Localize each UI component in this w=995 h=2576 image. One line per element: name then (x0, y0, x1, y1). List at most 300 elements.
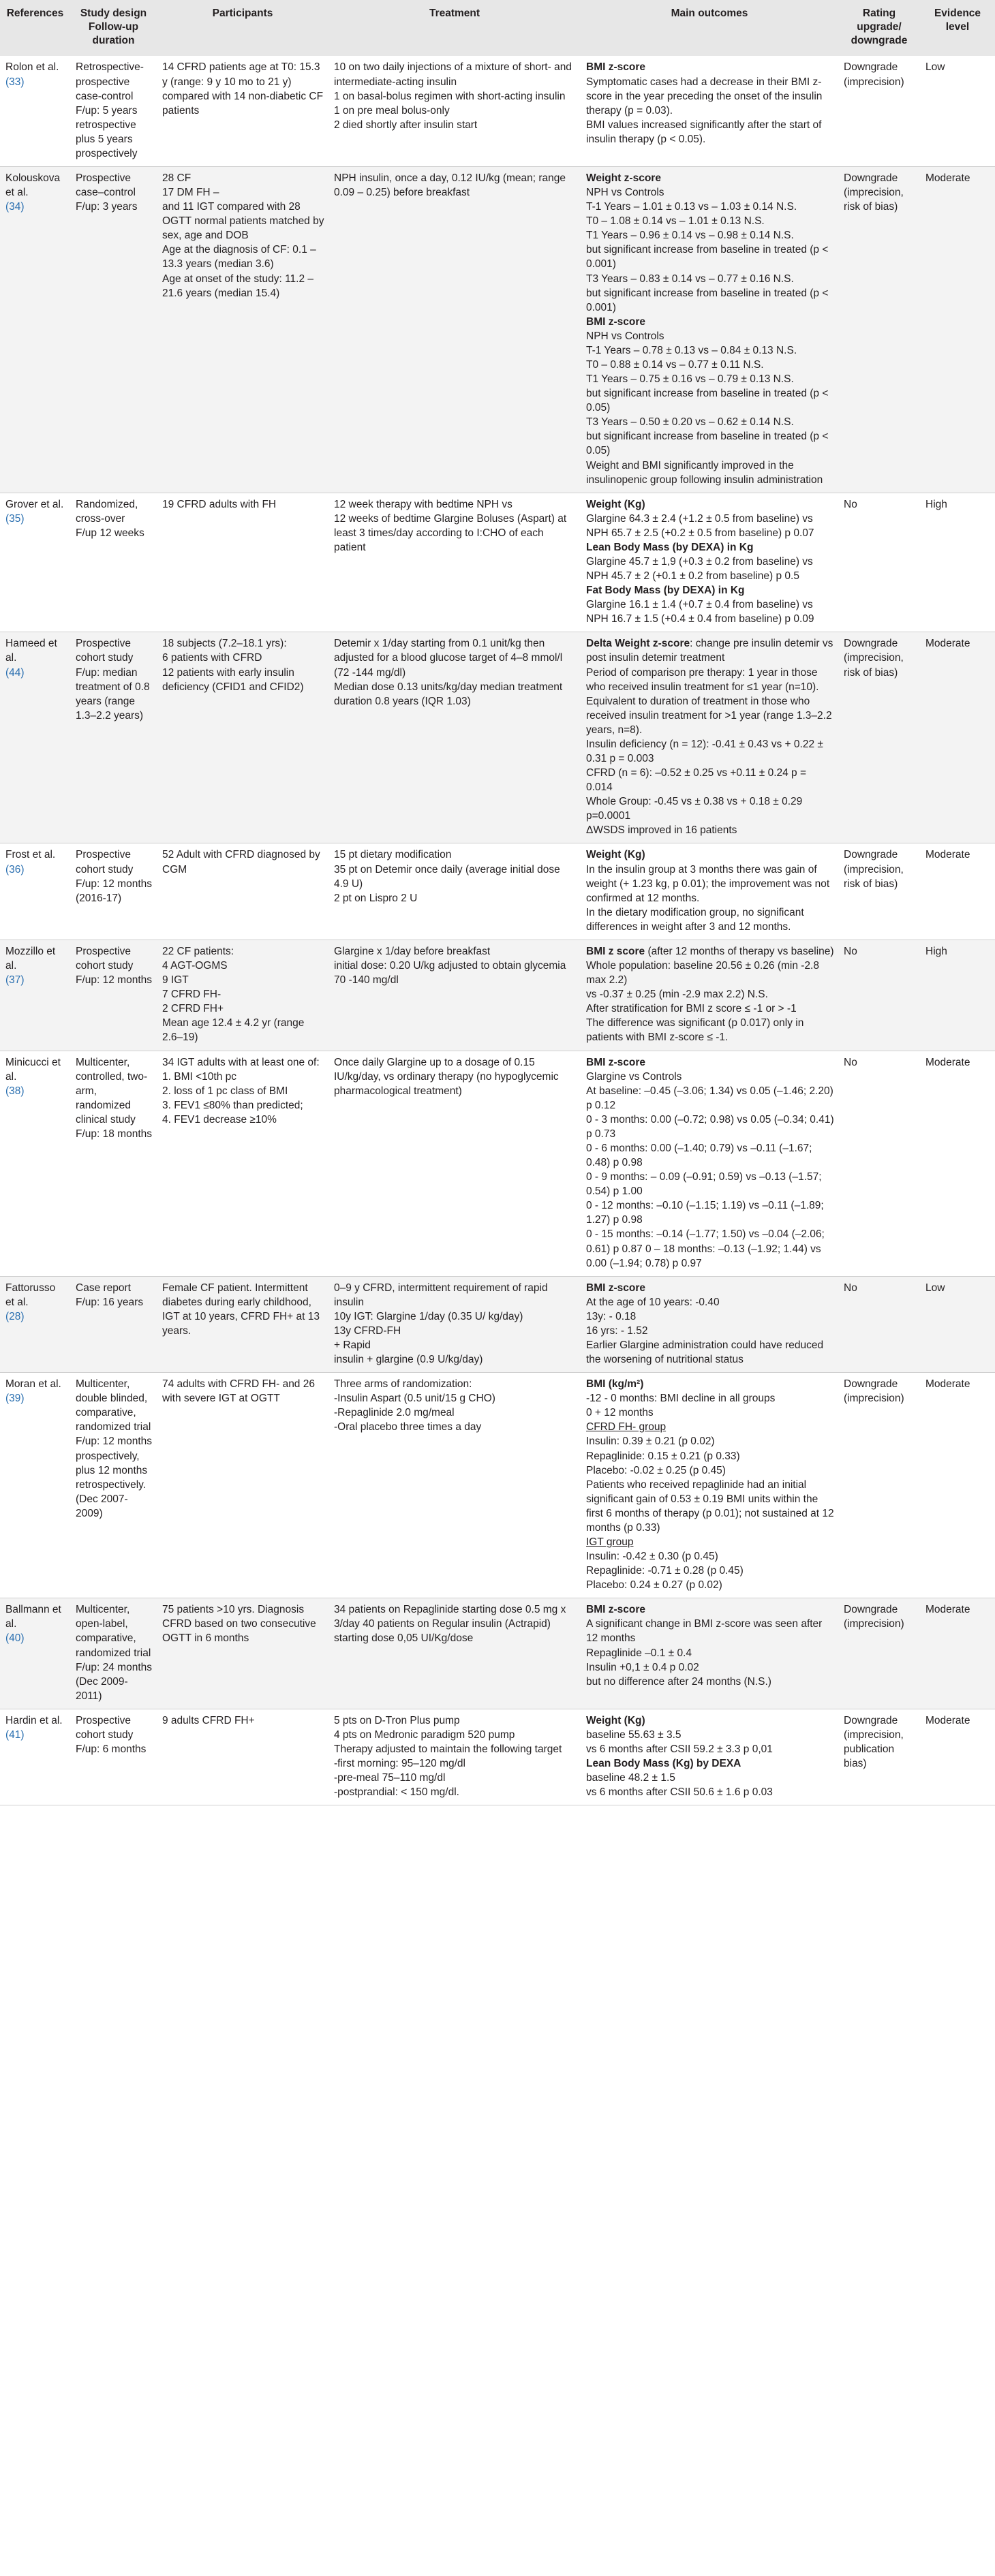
cell-treatment (328, 1276, 581, 1372)
participants-line: 17 DM FH – (162, 187, 219, 199)
outcome-heading (586, 1055, 834, 1070)
participants-line: 34 IGT adults with at least one of: (162, 1056, 320, 1068)
outcome-text: T0 – 0.88 ± 0.14 vs – 0.77 ± 0.11 N.S. (586, 358, 764, 371)
outcome-line (586, 386, 834, 415)
outcome-text: T1 Years – 0.96 ± 0.14 vs – 0.98 ± 0.14 N.S. (586, 230, 794, 242)
outcome-line (586, 272, 834, 286)
treatment-line: 12 weeks of bedtime Glargine Boluses (Aspart) at least 3 times/day according to I:CHO of each patient (334, 512, 567, 553)
outcome-line (586, 1002, 834, 1016)
cell-evidence-level: Moderate (920, 1373, 995, 1598)
reference-author: Frost et al. (5, 849, 56, 861)
cell-treatment (328, 493, 581, 632)
outcome-line (586, 1449, 834, 1463)
cell-main-outcomes (581, 843, 838, 940)
outcome-line (586, 1406, 834, 1420)
outcome-line (586, 118, 834, 146)
outcome-text: 0 - 3 months: 0.00 (–0.72; 0.98) vs 0.05 (–0.34; 0.41) p 0.73 (586, 1113, 834, 1140)
outcome-line (586, 1564, 834, 1578)
outcome-heading (586, 1281, 834, 1295)
outcome-line (586, 666, 834, 694)
header-references: References (0, 0, 70, 56)
study-design-line: F/up: 6 months (76, 1743, 147, 1756)
outcome-text-continuation: : change pre insulin detemir vs post insulin detemir treatment (586, 638, 833, 664)
participants-line: 4. FEV1 decrease ≥10% (162, 1113, 277, 1126)
reference-author: Ballmann et al. (5, 1604, 61, 1630)
outcome-text: 16 yrs: - 1.52 (586, 1324, 648, 1337)
reference-author: Fattorusso et al. (5, 1282, 56, 1308)
outcome-text: BMI z score (586, 945, 645, 957)
study-design-line: Prospective case–control (76, 172, 136, 199)
table-row (0, 1709, 995, 1805)
outcome-text: but no difference after 24 months (N.S.) (586, 1675, 771, 1688)
cell-main-outcomes (581, 1276, 838, 1372)
outcome-text: Placebo: 0.24 ± 0.27 (p 0.02) (586, 1579, 722, 1592)
outcome-text: Patients who received repaglinide had an initial significant gain of 0.53 ± 0.19 BMI units within the first 6 months of therapy (p 0.01); not sustained at 12 months (p 0.33) (586, 1478, 834, 1534)
cell-reference (0, 166, 70, 493)
table-body (0, 56, 995, 1805)
study-design-line: Case report (76, 1282, 131, 1294)
cell-evidence-level: High (920, 940, 995, 1051)
cell-main-outcomes (581, 1373, 838, 1598)
cell-treatment (328, 1598, 581, 1709)
outcome-line (586, 243, 834, 271)
participants-line: and 11 IGT compared with 28 OGTT normal patients matched by sex, age and DOB (162, 201, 324, 242)
outcome-line (586, 905, 834, 934)
cell-study-design (70, 632, 157, 843)
cell-evidence-level: Low (920, 56, 995, 166)
outcome-text: IGT group (586, 1536, 634, 1548)
outcome-text: T1 Years – 0.75 ± 0.16 vs – 0.79 ± 0.13 N.S. (586, 373, 794, 386)
treatment-line: Three arms of randomization: (334, 1378, 472, 1391)
cell-reference (0, 940, 70, 1051)
cell-study-design (70, 1598, 157, 1709)
cell-rating: Downgrade (imprecision) (838, 56, 920, 166)
cell-treatment (328, 1709, 581, 1805)
cell-participants (157, 493, 328, 632)
cell-participants (157, 1051, 328, 1276)
outcome-heading (586, 583, 834, 598)
outcome-text: Weight (Kg) (586, 849, 645, 861)
outcome-heading (586, 540, 834, 555)
outcome-text: Repaglinide: -0.71 ± 0.28 (p 0.45) (586, 1565, 744, 1577)
outcome-text: Repaglinide: 0.15 ± 0.21 (p 0.33) (586, 1450, 740, 1462)
cell-main-outcomes (581, 166, 838, 493)
outcome-text: T-1 Years – 0.78 ± 0.13 vs – 0.84 ± 0.13 N.S. (586, 344, 797, 356)
outcome-text: A significant change in BMI z-score was seen after 12 months (586, 1618, 823, 1645)
reference-citation-link[interactable]: (40) (5, 1632, 25, 1645)
outcome-line (586, 555, 834, 583)
cell-evidence-level: Moderate (920, 1598, 995, 1709)
outcome-text: but significant increase from baseline in treated (p < 0.05) (586, 388, 829, 414)
outcome-text: BMI z-score (586, 315, 645, 328)
study-design-line: F/up: 12 months (2016-17) (76, 878, 153, 904)
outcome-line (586, 987, 834, 1002)
cell-main-outcomes (581, 632, 838, 843)
outcome-heading (586, 944, 834, 959)
outcome-heading (586, 60, 834, 74)
table-row (0, 1276, 995, 1372)
outcome-line (586, 1463, 834, 1478)
outcome-line (586, 1084, 834, 1113)
outcome-text: Weight (Kg) (586, 1714, 645, 1726)
cell-treatment (328, 1373, 581, 1598)
table-row (0, 1051, 995, 1276)
outcome-line (586, 1675, 834, 1689)
reference-citation-link[interactable]: (37) (5, 974, 25, 987)
outcome-text: 0 - 9 months: – 0.09 (–0.91; 0.59) vs –0.13 (–1.57; 0.54) p 1.00 (586, 1171, 822, 1198)
cell-participants (157, 940, 328, 1051)
cell-evidence-level: Moderate (920, 1051, 995, 1276)
cell-evidence-level: Moderate (920, 843, 995, 940)
treatment-line: + Rapid (334, 1339, 371, 1351)
reference-author: Hardin et al. (5, 1714, 63, 1726)
cell-main-outcomes (581, 493, 838, 632)
participants-line: 2. loss of 1 pc class of BMI (162, 1085, 288, 1097)
participants-line: 3. FEV1 ≤80% than predicted; (162, 1099, 303, 1111)
cell-reference (0, 493, 70, 632)
participants-line: Age at onset of the study: 11.2 – 21.6 years (median 15.4) (162, 273, 314, 299)
outcome-text: Glargine 16.1 ± 1.4 (+0.7 ± 0.4 from baseline) vs NPH 16.7 ± 1.5 (+0.4 ± 0.4 from baseline) p 0.09 (586, 599, 814, 625)
study-design-line: Prospective cohort study (76, 945, 134, 972)
treatment-line: 0–9 y CFRD, intermittent requirement of rapid insulin (334, 1282, 548, 1308)
header-evidence-level: Evidence level (920, 0, 995, 56)
treatment-line: 4 pts on Medronic paradigm 520 pump (334, 1728, 515, 1741)
cell-reference (0, 1276, 70, 1372)
treatment-line: 34 patients on Repaglinide starting dose 0.5 mg x 3/day 40 patients on Regular insulin (Actrapid) starting dose 0,05 UI/Kg/dose (334, 1604, 566, 1645)
cell-participants (157, 166, 328, 493)
participants-line: 14 CFRD patients age at T0: 15.3 y (range: 9 y 10 mo to 21 y) compared with 14 non-diabetic CF patients (162, 61, 324, 117)
reference-citation-link[interactable]: (39) (5, 1393, 25, 1405)
outcome-text: BMI z-score (586, 1604, 645, 1616)
outcome-line (586, 1646, 834, 1660)
outcome-text: BMI z-score (586, 1056, 645, 1068)
outcome-line (586, 794, 834, 823)
outcome-line (586, 415, 834, 429)
reference-citation-link[interactable]: (33) (5, 76, 25, 88)
outcome-text: Period of comparison pre therapy: 1 year in those who received insulin treatment for ≤1 year (n=10). (586, 666, 819, 693)
treatment-line: 1 on basal-bolus regimen with short-acting insulin (334, 90, 566, 102)
outcome-text: T3 Years – 0.83 ± 0.14 vs – 0.77 ± 0.16 N.S. (586, 273, 794, 285)
outcome-heading (586, 315, 834, 329)
outcome-text: Glargine vs Controls (586, 1070, 682, 1083)
reference-author: Grover et al. (5, 498, 64, 510)
table-row (0, 1598, 995, 1709)
treatment-line: NPH insulin, once a day, 0.12 IU/kg (mean; range 0.09 – 0.25) before breakfast (334, 172, 566, 199)
outcome-text: Whole population: baseline 20.56 ± 0.26 (min -2.8 max 2.2) (586, 960, 819, 987)
outcome-line (586, 1660, 834, 1675)
study-design-line: F/up: 12 months prospectively, plus 12 months retrospectively. (Dec 2007-2009) (76, 1436, 153, 1519)
outcome-text: 0 - 15 months: –0.14 (–1.77; 1.50) vs –0.04 (–2.06; 0.61) p 0.87 0 – 18 months: –0.13 (–1.92; 1.44) vs 0.00 (–1.94; 0.78) p 0.97 (586, 1228, 825, 1269)
outcome-text: 13y: - 0.18 (586, 1310, 637, 1322)
cell-rating: No (838, 493, 920, 632)
outcome-text: 0 - 12 months: –0.10 (–1.15; 1.19) vs –0.11 (–1.89; 1.27) p 0.98 (586, 1200, 824, 1226)
header-study-design: Study design Follow-up duration (70, 0, 157, 56)
outcome-line (586, 200, 834, 214)
study-design-line: Prospective cohort study (76, 1714, 134, 1741)
table-row (0, 493, 995, 632)
outcome-text: ΔWSDS improved in 16 patients (586, 824, 737, 837)
cell-evidence-level: High (920, 493, 995, 632)
treatment-line: -Oral placebo three times a day (334, 1421, 482, 1433)
outcome-line (586, 429, 834, 458)
cell-study-design (70, 1709, 157, 1805)
outcome-line (586, 1728, 834, 1742)
outcome-line (586, 185, 834, 200)
outcome-text: Fat Body Mass (by DEXA) in Kg (586, 585, 745, 597)
participants-line: 52 Adult with CFRD diagnosed by CGM (162, 849, 320, 875)
outcome-text: 0 + 12 months (586, 1407, 654, 1419)
outcome-line (586, 766, 834, 794)
treatment-line: 13y CFRD-FH (334, 1324, 401, 1337)
cell-reference (0, 1051, 70, 1276)
outcome-text: BMI z-score (586, 1282, 645, 1294)
cell-treatment (328, 843, 581, 940)
outcome-line (586, 1785, 834, 1799)
study-design-line: F/up: 3 years (76, 201, 138, 213)
cell-reference (0, 843, 70, 940)
cell-study-design (70, 493, 157, 632)
outcome-text: Equivalent to duration of treatment in those who received insulin treatment for >1 year (range 1.3–2.2 years, n=8). (586, 695, 832, 736)
cell-evidence-level: Moderate (920, 632, 995, 843)
outcome-text: vs 6 months after CSII 50.6 ± 1.6 p 0.03 (586, 1786, 773, 1799)
treatment-line: 5 pts on D-Tron Plus pump (334, 1714, 460, 1726)
outcome-line (586, 598, 834, 626)
outcome-text: The difference was significant (p 0.017) only in patients with BMI z-score ≤ -1. (586, 1017, 804, 1044)
participants-line: 9 adults CFRD FH+ (162, 1714, 255, 1726)
cell-reference (0, 1373, 70, 1598)
cell-main-outcomes (581, 56, 838, 166)
outcome-line (586, 1742, 834, 1756)
treatment-line: -postprandial: < 150 mg/dl. (334, 1786, 459, 1799)
outcome-text: Repaglinide –0.1 ± 0.4 (586, 1647, 692, 1659)
outcome-line (586, 1324, 834, 1338)
outcome-text: Lean Body Mass (by DEXA) in Kg (586, 541, 754, 553)
participants-line: 2 CFRD FH+ (162, 1003, 224, 1015)
outcome-text-continuation: (after 12 months of therapy vs baseline) (645, 945, 834, 957)
cell-rating: No (838, 940, 920, 1051)
participants-line: 18 subjects (7.2–18.1 yrs): (162, 638, 287, 650)
outcome-text: At the age of 10 years: -0.40 (586, 1296, 720, 1308)
header-main-outcomes: Main outcomes (581, 0, 838, 56)
treatment-line: 1 on pre meal bolus-only (334, 104, 450, 117)
participants-line: 4 AGT-OGMS (162, 960, 228, 972)
cell-reference (0, 56, 70, 166)
outcome-line (586, 1338, 834, 1367)
outcome-text: Delta Weight z-score (586, 638, 690, 650)
treatment-line: Detemir x 1/day starting from 0.1 unit/kg then adjusted for a blood glucose target of 4–8 mmol/l (72 -144 mg/dl) (334, 638, 563, 679)
cell-main-outcomes (581, 1598, 838, 1709)
treatment-line: 2 died shortly after insulin start (334, 119, 478, 131)
outcome-line (586, 1578, 834, 1592)
outcome-text: At baseline: –0.45 (–3.06; 1.34) vs 0.05 (–1.46; 2.20) p 0.12 (586, 1085, 833, 1111)
header-rating: Rating upgrade/ downgrade (838, 0, 920, 56)
cell-reference (0, 1709, 70, 1805)
study-design-line: Prospective cohort study (76, 849, 134, 875)
cell-participants (157, 632, 328, 843)
outcome-line (586, 1198, 834, 1227)
outcome-text: Weight and BMI significantly improved in the insulinopenic group following insulin administration (586, 459, 823, 486)
table-row (0, 632, 995, 843)
outcome-line (586, 863, 834, 905)
treatment-line: Once daily Glargine up to a dosage of 0.15 IU/kg/day, vs ordinary therapy (no hypoglycemic pharmacological treatment) (334, 1056, 559, 1097)
outcome-line (586, 1295, 834, 1309)
study-design-line: F/up: median treatment of 0.8 years (range 1.3–2.2 years) (76, 666, 150, 721)
outcome-text: vs -0.37 ± 0.25 (min -2.9 max 2.2) N.S. (586, 989, 768, 1001)
outcome-line (586, 459, 834, 487)
outcome-text: T0 – 1.08 ± 0.14 vs – 1.01 ± 0.13 N.S. (586, 215, 765, 228)
cell-main-outcomes (581, 1051, 838, 1276)
outcome-line (586, 737, 834, 766)
cell-main-outcomes (581, 940, 838, 1051)
outcome-text: Symptomatic cases had a decrease in their BMI z-score in the year preceding the onset of the insulin therapy (p = 0.03). (586, 76, 823, 117)
cell-main-outcomes (581, 1709, 838, 1805)
cell-treatment (328, 1051, 581, 1276)
reference-citation-link[interactable]: (35) (5, 512, 25, 525)
reference-author: Mozzillo et al. (5, 945, 56, 972)
participants-line: 22 CF patients: (162, 945, 234, 957)
participants-line: 7 CFRD FH- (162, 989, 221, 1001)
outcome-heading (586, 636, 834, 665)
outcome-line (586, 823, 834, 837)
study-design-line: Randomized, cross-over (76, 498, 138, 525)
outcome-text: but significant increase from baseline in treated (p < 0.001) (586, 287, 829, 313)
cell-rating: Downgrade (imprecision) (838, 1373, 920, 1598)
outcome-line (586, 329, 834, 343)
study-design-line: Multicenter, double blinded, comparative, randomized trial (76, 1378, 151, 1433)
participants-line: Mean age 12.4 ± 4.2 yr (range 2.6–19) (162, 1017, 305, 1044)
reference-citation-link[interactable]: (36) (5, 863, 25, 875)
cell-rating: Downgrade (imprecision, risk of bias) (838, 166, 920, 493)
outcome-line (586, 1617, 834, 1645)
outcome-line (586, 694, 834, 737)
treatment-line: insulin + glargine (0.9 U/kg/day) (334, 1354, 483, 1366)
outcome-heading (586, 1602, 834, 1617)
outcome-text: 0 - 6 months: 0.00 (–1.40; 0.79) vs –0.11 (–1.67; 0.48) p 0.98 (586, 1142, 812, 1169)
outcome-line (586, 372, 834, 386)
participants-line: Age at the diagnosis of CF: 0.1 – 13.3 years (median 3.6) (162, 244, 316, 270)
cell-participants (157, 1598, 328, 1709)
outcome-line (586, 228, 834, 243)
treatment-line: 12 week therapy with bedtime NPH vs (334, 498, 512, 510)
study-design-line: F/up: 5 years retrospective plus 5 years prospectively (76, 104, 138, 159)
cell-participants (157, 1709, 328, 1805)
outcome-line (586, 358, 834, 372)
participants-line: 9 IGT (162, 974, 189, 987)
outcome-text: Lean Body Mass (Kg) by DEXA (586, 1758, 741, 1770)
cell-study-design (70, 843, 157, 940)
outcome-heading (586, 497, 834, 512)
header-participants: Participants (157, 0, 328, 56)
outcome-text: but significant increase from baseline in treated (p < 0.001) (586, 244, 829, 270)
outcome-text: Placebo: -0.02 ± 0.25 (p 0.45) (586, 1464, 726, 1476)
participants-line: 6 patients with CFRD (162, 652, 262, 664)
cell-evidence-level: Moderate (920, 1709, 995, 1805)
outcome-text: Insulin: -0.42 ± 0.30 (p 0.45) (586, 1551, 718, 1563)
cell-reference (0, 632, 70, 843)
cell-study-design (70, 1051, 157, 1276)
study-design-line: Multicenter, controlled, two-arm, randomized clinical study (76, 1056, 148, 1126)
reference-citation-link[interactable]: (28) (5, 1310, 25, 1322)
participants-line: Female CF patient. Intermittent diabetes during early childhood, IGT at 10 years, CFRD FH+ at 13 years. (162, 1282, 320, 1337)
cell-rating: Downgrade (imprecision) (838, 1598, 920, 1709)
outcome-text: Insulin: 0.39 ± 0.21 (p 0.02) (586, 1436, 715, 1448)
outcome-text: NPH vs Controls (586, 187, 664, 199)
reference-author: Kolouskova et al. (5, 172, 61, 199)
study-design-line: Retrospective-prospective case-control (76, 61, 144, 102)
outcome-text: baseline 55.63 ± 3.5 (586, 1728, 682, 1741)
outcome-line (586, 1070, 834, 1084)
table-header (0, 0, 995, 56)
outcome-heading (586, 848, 834, 862)
outcome-line (586, 1113, 834, 1141)
table-row (0, 56, 995, 166)
treatment-line: -pre-meal 75–110 mg/dl (334, 1772, 446, 1784)
treatment-line: -Repaglinide 2.0 mg/meal (334, 1407, 455, 1419)
cell-study-design (70, 1373, 157, 1598)
outcome-line (586, 1391, 834, 1406)
cell-rating: Downgrade (imprecision, risk of bias) (838, 843, 920, 940)
outcome-heading (586, 171, 834, 185)
participants-line: 28 CF (162, 172, 192, 184)
treatment-line: Glargine x 1/day before breakfast (334, 945, 491, 957)
cell-evidence-level: Low (920, 1276, 995, 1372)
outcome-text: Glargine 64.3 ± 2.4 (+1.2 ± 0.5 from baseline) vs NPH 65.7 ± 2.5 (+0.2 ± 0.5 from baseline) p 0.07 (586, 512, 814, 539)
outcome-line (586, 1309, 834, 1324)
outcome-text: BMI (kg/m²) (586, 1378, 644, 1391)
outcome-text: T3 Years – 0.50 ± 0.20 vs – 0.62 ± 0.14 N.S. (586, 416, 794, 429)
treatment-line: Median dose 0.13 units/kg/day median treatment duration 0.8 years (IQR 1.03) (334, 681, 563, 707)
cell-rating: No (838, 1051, 920, 1276)
study-design-line: F/up: 24 months (Dec 2009-2011) (76, 1661, 153, 1702)
outcome-heading (586, 1756, 834, 1771)
table-row (0, 940, 995, 1051)
outcome-text: T-1 Years – 1.01 ± 0.13 vs – 1.03 ± 0.14 N.S. (586, 201, 797, 213)
reference-author: Minicucci et al. (5, 1056, 61, 1083)
outcome-text: In the dietary modification group, no significant differences in weight after 3 and 12 months. (586, 906, 804, 933)
outcome-line (586, 1549, 834, 1564)
reference-citation-link[interactable]: (41) (5, 1728, 25, 1741)
table-row (0, 166, 995, 493)
reference-citation-link[interactable]: (38) (5, 1085, 25, 1097)
reference-author: Moran et al. (5, 1378, 61, 1391)
cell-rating: No (838, 1276, 920, 1372)
cell-study-design (70, 56, 157, 166)
treatment-line: 35 pt on Detemir once daily (average initial dose 4.9 U) (334, 863, 560, 890)
outcome-line (586, 286, 834, 315)
participants-line: 74 adults with CFRD FH- and 26 with severe IGT at OGTT (162, 1378, 315, 1405)
outcome-text: -12 - 0 months: BMI decline in all groups (586, 1393, 776, 1405)
reference-citation-link[interactable]: (34) (5, 201, 25, 213)
treatment-line: 10 on two daily injections of a mixture of short- and intermediate-acting insulin (334, 61, 572, 88)
participants-line: 19 CFRD adults with FH (162, 498, 277, 510)
participants-line: 75 patients >10 yrs. Diagnosis CFRD based on two consecutive OGTT in 6 months (162, 1604, 316, 1645)
cell-reference (0, 1598, 70, 1709)
outcome-line (586, 959, 834, 987)
treatment-line: 15 pt dietary modification (334, 849, 452, 861)
cell-rating: Downgrade (imprecision, risk of bias) (838, 632, 920, 843)
table-row (0, 1373, 995, 1598)
reference-citation-link[interactable]: (44) (5, 666, 25, 679)
cell-participants (157, 843, 328, 940)
cell-treatment (328, 56, 581, 166)
outcome-text: but significant increase from baseline in treated (p < 0.05) (586, 431, 829, 457)
outcome-text: Insulin +0,1 ± 0.4 p 0.02 (586, 1661, 699, 1673)
outcome-text: NPH vs Controls (586, 330, 664, 342)
study-design-line: Prospective cohort study (76, 638, 134, 664)
outcome-line (586, 343, 834, 358)
outcome-text: Weight z-score (586, 172, 661, 184)
outcome-text: Earlier Glargine administration could have reduced the worsening of nutritional status (586, 1339, 824, 1366)
